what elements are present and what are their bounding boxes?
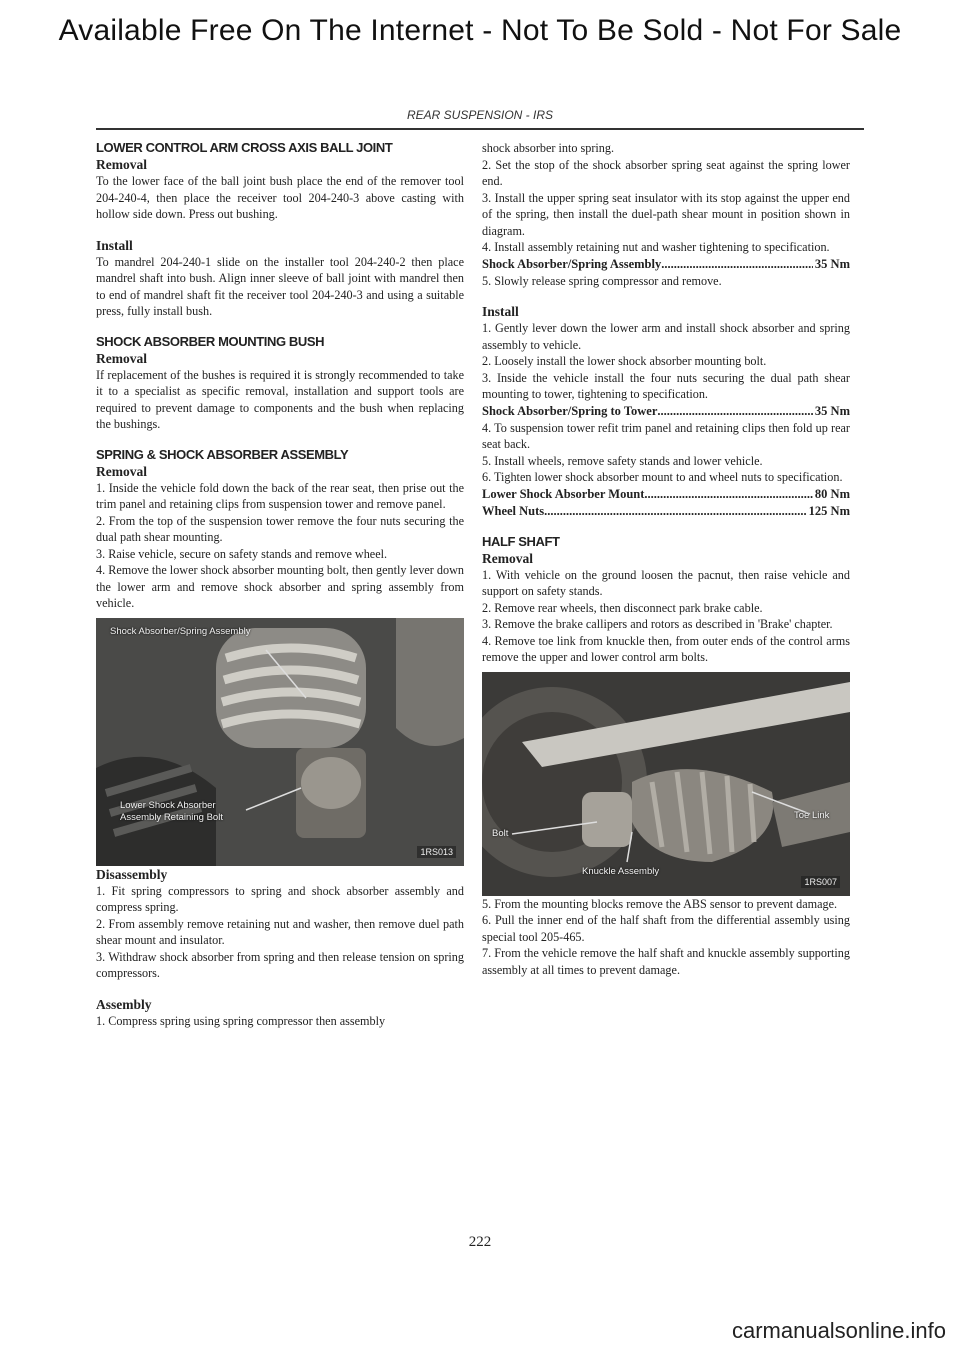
photo-label: Knuckle Assembly (582, 865, 660, 877)
step: 6. Pull the inner end of the half shaft from the differential assembly using special tool 205-465. (482, 913, 850, 944)
paragraph: To the lower face of the ball joint bush place the end of the remover tool 204-240-4, then place the receiver tool 204-240-3 above casting with hollow side down. Press out bushing. (96, 174, 464, 221)
step: 1. Gently lever down the lower arm and install shock absorber and spring assembly to vehicle. (482, 321, 850, 352)
spec-label: Lower Shock Absorber Mount (482, 486, 645, 501)
spec-value: 35 Nm (814, 256, 850, 271)
torque-spec (482, 503, 850, 520)
page-number: 222 (468, 1234, 492, 1250)
section-title-half-shaft: HALF SHAFT (482, 533, 560, 549)
site-watermark: carmanualsonline.info (731, 1318, 946, 1343)
step: shock absorber into spring. (482, 141, 615, 155)
step: 3. Raise vehicle, secure on safety stands and remove wheel. (96, 546, 388, 561)
photo-label: Bolt (492, 827, 509, 839)
step: 2. Set the stop of the shock absorber spring seat against the spring lower end. (482, 157, 850, 188)
subheading-removal: Removal (482, 550, 533, 566)
step: 2. Remove rear wheels, then disconnect park brake cable. (482, 600, 763, 615)
paragraph: To mandrel 204-240-1 slide on the installer tool 204-240-2 then place mandrel shaft into bush. Align inner sleeve of ball joint with mandrel then to end of mandrel shaft fit the receiver tool 204-240-3 and using a suitable press, fully install bush. (96, 254, 464, 318)
spec-label: Shock Absorber/Spring Assembly (482, 256, 662, 271)
photo-label: Lower Shock Absorber (120, 799, 216, 811)
step: 2. From the top of the suspension tower remove the four nuts securing the dual path shear mounting. (96, 513, 464, 544)
half-shaft-illustration (482, 672, 850, 896)
subheading-disassembly: Disassembly (96, 866, 168, 882)
section-title-mounting-bush: SHOCK ABSORBER MOUNTING BUSH (96, 333, 325, 349)
spec-label: Wheel Nuts (482, 503, 545, 518)
step: 4. To suspension tower refit trim panel and retaining clips then fold up rear seat back. (482, 420, 850, 451)
section-title-spring-shock: SPRING & SHOCK ABSORBER ASSEMBLY (96, 446, 349, 462)
step: 1. Compress spring using spring compressor then assembly (96, 1013, 386, 1028)
photo-code: 1RS013 (417, 846, 456, 858)
photo-label: Assembly Retaining Bolt (120, 811, 223, 823)
photo-label: Toe Link (794, 809, 830, 821)
step: 5. Install wheels, remove safety stands and lower vehicle. (482, 453, 763, 468)
step: 6. Tighten lower shock absorber mount to and wheel nuts to specification. (482, 470, 843, 484)
step: 5. From the mounting blocks remove the ABS sensor to prevent damage. (482, 896, 838, 911)
step: 3. Inside the vehicle install the four nuts securing the dual path shear mounting to tower, tightening to specification. (482, 370, 850, 401)
step: 1. With vehicle on the ground loosen the pacnut, then raise vehicle and support on safety stands. (482, 567, 850, 598)
availability-banner: Available Free On The Internet - Not To Be Sold - Not For Sale (58, 14, 902, 47)
step: 4. Remove toe link from knuckle then, from outer ends of the control arms remove the upper and lower control arm bolts. (482, 633, 850, 664)
subheading-removal: Removal (96, 157, 147, 172)
step: 3. Install the upper spring seat insulator with its stop against the upper end of the spring, then install the duel-path shear mount in position shown in diagram. (482, 190, 850, 238)
photo-shock-absorber (96, 618, 464, 866)
header-rule (96, 128, 864, 130)
right-column (482, 140, 850, 978)
subheading-assembly: Assembly (96, 996, 152, 1012)
paragraph: If replacement of the bushes is required it is strongly recommended to take it to a specialist as specific removal, installation and support tools are required to prevent damage to components and the bush when replacing the bushings. (96, 367, 464, 431)
step: 5. Slowly release spring compressor and remove. (482, 273, 722, 288)
step: 2. From assembly remove retaining nut and washer, then remove duel path shear mount and insulator. (96, 916, 464, 947)
subheading-removal: Removal (96, 350, 147, 366)
step: 4. Remove the lower shock absorber mounting bolt, then gently lever down the lower arm and remove shock absorber and spring assembly from vehicle. (96, 563, 464, 610)
left-column (96, 140, 464, 1029)
torque-spec (482, 256, 850, 273)
step: 2. Loosely install the lower shock absorber mounting bolt. (482, 354, 767, 368)
subheading-removal: Removal (96, 463, 147, 479)
shock-absorber-illustration (96, 618, 464, 866)
torque-spec (482, 403, 850, 420)
step: 4. Install assembly retaining nut and washer tightening to specification. (482, 240, 830, 254)
spec-value: 35 Nm (814, 403, 850, 418)
step: 7. From the vehicle remove the half shaft and knuckle assembly supporting assembly at all times to prevent damage. (482, 946, 850, 977)
subheading-install: Install (96, 237, 133, 253)
step: 1. Inside the vehicle fold down the back of the rear seat, then prise out the trim panel and retaining clips from suspension tower and remove panel. (96, 480, 464, 511)
spec-label: Shock Absorber/Spring to Tower (482, 403, 658, 418)
photo-code: 1RS007 (801, 876, 840, 888)
photo-label: Shock Absorber/Spring Assembly (110, 625, 251, 637)
spec-value: 125 Nm (808, 503, 850, 518)
torque-spec (482, 486, 850, 503)
spec-value: 80 Nm (814, 486, 850, 501)
running-head: REAR SUSPENSION - IRS (406, 108, 554, 122)
photo-half-shaft (482, 672, 850, 896)
step: 3. Withdraw shock absorber from spring and then release tension on spring compressors. (96, 949, 464, 980)
section-title-ball-joint: LOWER CONTROL ARM CROSS AXIS BALL JOINT (96, 140, 393, 155)
step: 1. Fit spring compressors to spring and shock absorber assembly and compress spring. (96, 883, 464, 914)
step: 3. Remove the brake callipers and rotors as described in 'Brake' chapter. (482, 617, 833, 631)
subheading-install: Install (482, 304, 519, 319)
